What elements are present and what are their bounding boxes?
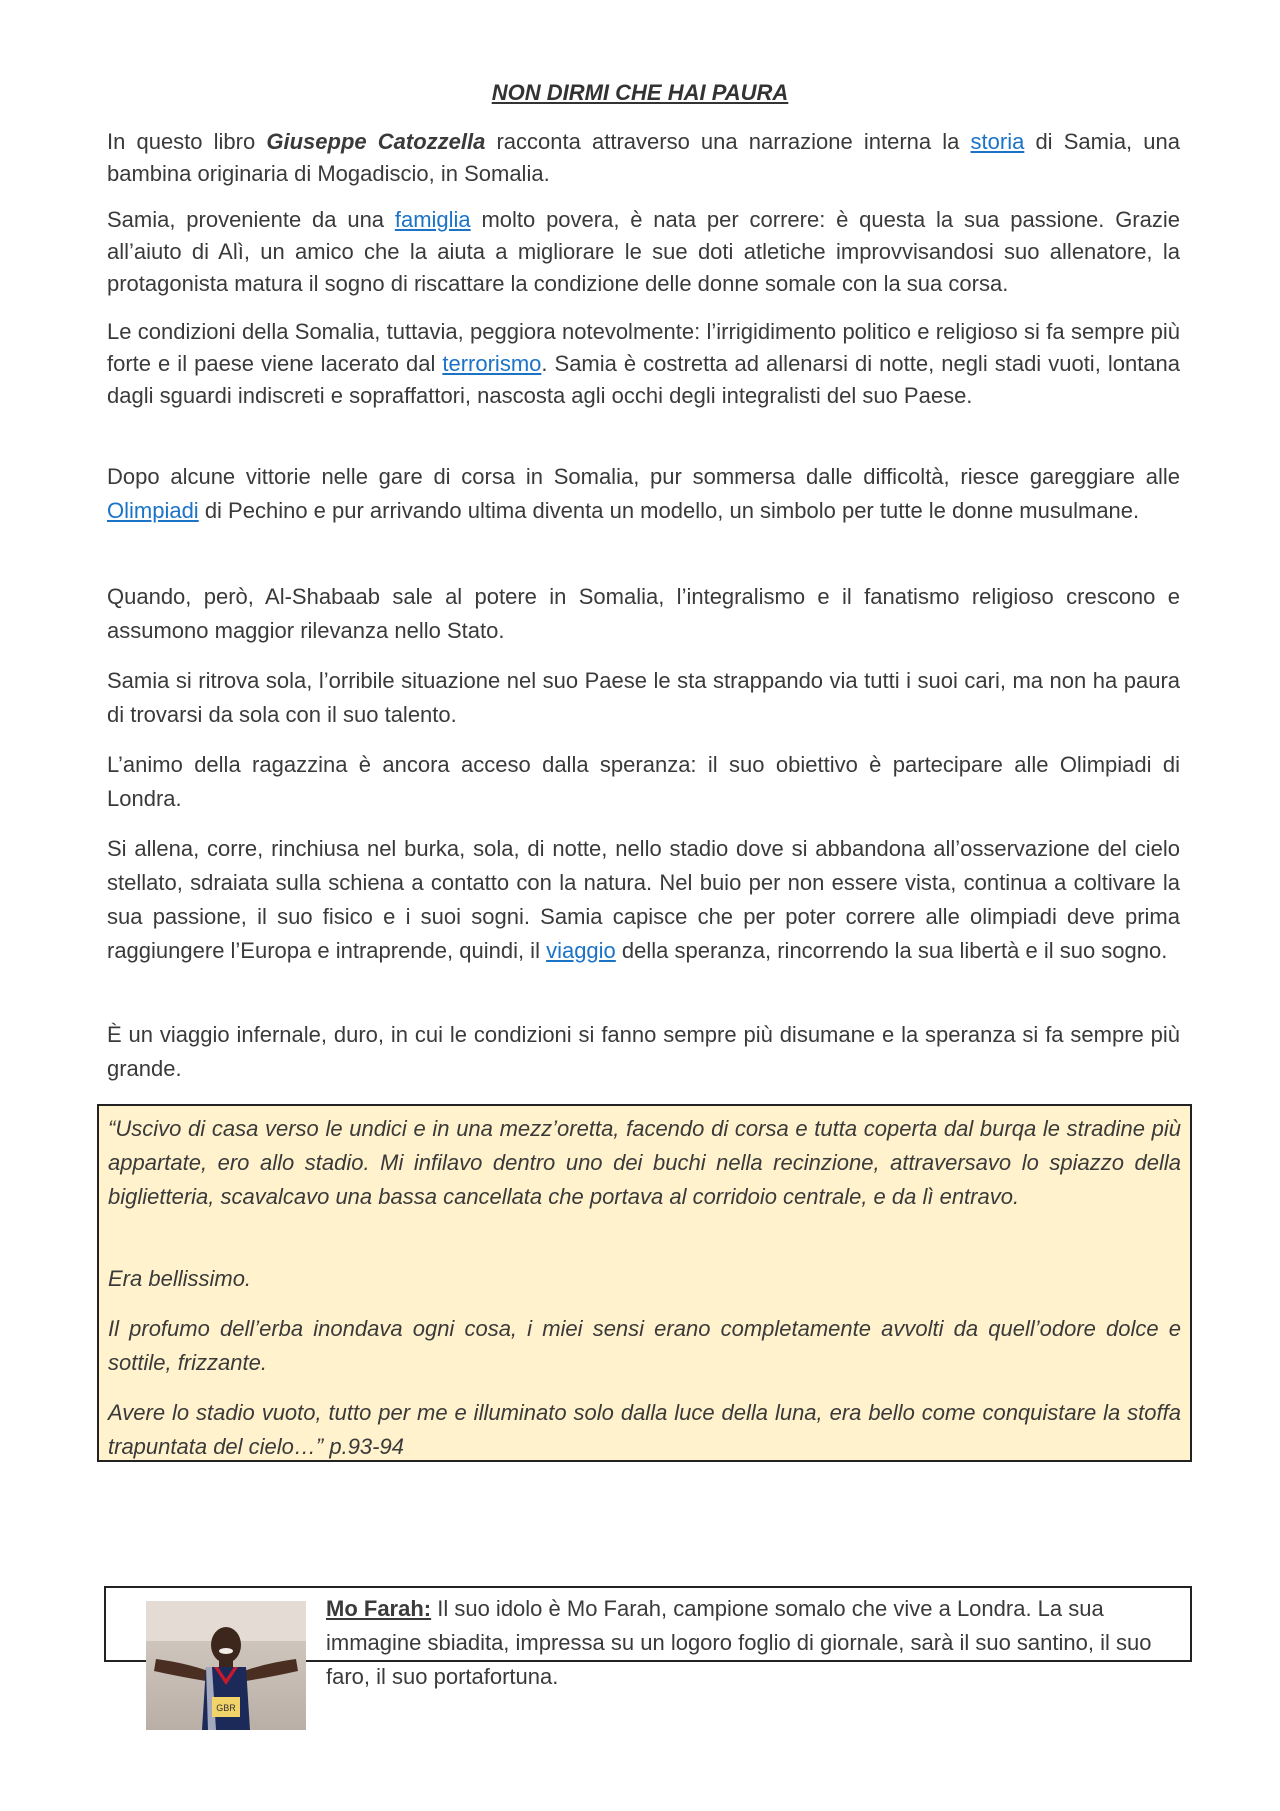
quote-paragraph-3: Il profumo dell’erba inondava ogni cosa, i miei sensi erano completamente avvolti da quell’odore dolce e sottile, frizzante. bbox=[108, 1316, 1181, 1375]
link-storia[interactable]: storia bbox=[970, 129, 1025, 154]
bib-text: GBR bbox=[216, 1703, 236, 1713]
quote-paragraph-2: Era bellissimo. bbox=[108, 1266, 252, 1291]
quote-paragraph-4: Avere lo stadio vuoto, tutto per me e illuminato solo dalla luce della luna, era bello come conquistare la stoffa trapuntata del cielo…” p.93-94 bbox=[108, 1400, 1181, 1459]
paragraph-infernale: È un viaggio infernale, duro, in cui le condizioni si fanno sempre più disumane e la speranza si fa sempre più grande. bbox=[107, 1022, 1180, 1081]
quote-box bbox=[97, 1104, 1192, 1462]
mo-farah-text: Il suo idolo è Mo Farah, campione somalo che vive a Londra. La sua immagine sbiadita, impressa su un logoro foglio di giornale, sarà il suo santino, il suo faro, il suo portafortuna. bbox=[326, 1596, 1152, 1689]
link-olimpiadi[interactable]: Olimpiadi bbox=[107, 498, 199, 523]
link-famiglia[interactable]: famiglia bbox=[394, 207, 471, 232]
paragraph-intro bbox=[107, 126, 1180, 190]
paragraph-olimpiadi bbox=[107, 460, 1180, 528]
paragraph-viaggio bbox=[107, 832, 1180, 968]
text-run: Dopo alcune vittorie nelle gare di corsa in Somalia, pur sommersa dalle difficoltà, riesce gareggiare alle bbox=[107, 464, 1180, 489]
athlete-photo-illustration bbox=[146, 1601, 306, 1730]
paragraph-speranza: L’animo della ragazzina è ancora acceso dalla speranza: il suo obiettivo è partecipare alle Olimpiadi di Londra. bbox=[107, 752, 1180, 811]
paragraph-sola: Samia si ritrova sola, l’orribile situazione nel suo Paese le sta strappando via tutti i suoi cari, ma non ha paura di trovarsi da sola con il suo talento. bbox=[107, 668, 1180, 727]
text-run: molto povera, è nata per correre: è questa la sua passione. Grazie all’aiuto di Alì, un amico che la aiuta a migliorare le sue doti atletiche improvvisandosi suo allenatore, la protagonista matura il sogno di riscattare la condizione delle donne somale con la sua corsa. bbox=[107, 207, 1180, 296]
text-run: racconta attraverso una narrazione interna la bbox=[485, 129, 971, 154]
mo-farah-name: Mo Farah: bbox=[326, 1596, 432, 1621]
text-run: In questo libro bbox=[107, 129, 267, 154]
paragraph-al-shabaab: Quando, però, Al-Shabaab sale al potere in Somalia, l’integralismo e il fanatismo religioso crescono e assumono maggior rilevanza nello Stato. bbox=[107, 584, 1180, 643]
text-run: di Samia, una bambina originaria di Mogadiscio, in Somalia. bbox=[107, 129, 1181, 186]
text-run: Le condizioni della Somalia, tuttavia, peggiora notevolmente: l’irrigidimento politico e religioso si fa sempre più forte e il paese viene lacerato dal bbox=[107, 319, 1180, 376]
text-run: Samia, proveniente da una bbox=[107, 207, 395, 232]
mo-farah-photo bbox=[146, 1601, 306, 1730]
quote-paragraph-1: “Uscivo di casa verso le undici e in una mezz’oretta, facendo di corsa e tutta coperta dal burqa le stradine più appartate, ero allo stadio. Mi infilavo dentro uno dei buchi nella recinzione, attraversavo lo spiazzo della biglietteria, scavalcavo una bassa cancellata che portava al corridoio centrale, e da lì entravo. bbox=[108, 1116, 1181, 1209]
paragraph-famiglia bbox=[107, 204, 1180, 300]
link-terrorismo[interactable]: terrorismo bbox=[442, 351, 542, 376]
text-run: della speranza, rincorrendo la sua libertà e il suo sogno. bbox=[615, 938, 1168, 963]
mo-farah-description bbox=[326, 1592, 1176, 1694]
text-run: . Samia è costretta ad allenarsi di notte, negli stadi vuoti, lontana dagli sguardi indiscreti e sopraffattori, nascosta agli occhi degli integralisti del suo Paese. bbox=[107, 351, 1181, 408]
author-name: Giuseppe Catozzella bbox=[266, 129, 486, 154]
link-viaggio[interactable]: viaggio bbox=[546, 938, 616, 963]
text-run: Si allena, corre, rinchiusa nel burka, sola, di notte, nello stadio dove si abbandona all’osservazione del cielo stellato, sdraiata sulla schiena a contatto con la natura. Nel buio per non essere vista, continua a coltivare la sua passione, il suo fisico e i suoi sogni. Samia capisce che per poter correre alle olimpiadi deve prima raggiungere l’Europa e intraprende, quindi, il bbox=[107, 836, 1180, 963]
text-run: di Pechino e pur arrivando ultima diventa un modello, un simbolo per tutte le donne musulmane. bbox=[198, 498, 1140, 523]
page-title: NON DIRMI CHE HAI PAURA bbox=[491, 80, 789, 105]
paragraph-somalia bbox=[107, 316, 1180, 412]
